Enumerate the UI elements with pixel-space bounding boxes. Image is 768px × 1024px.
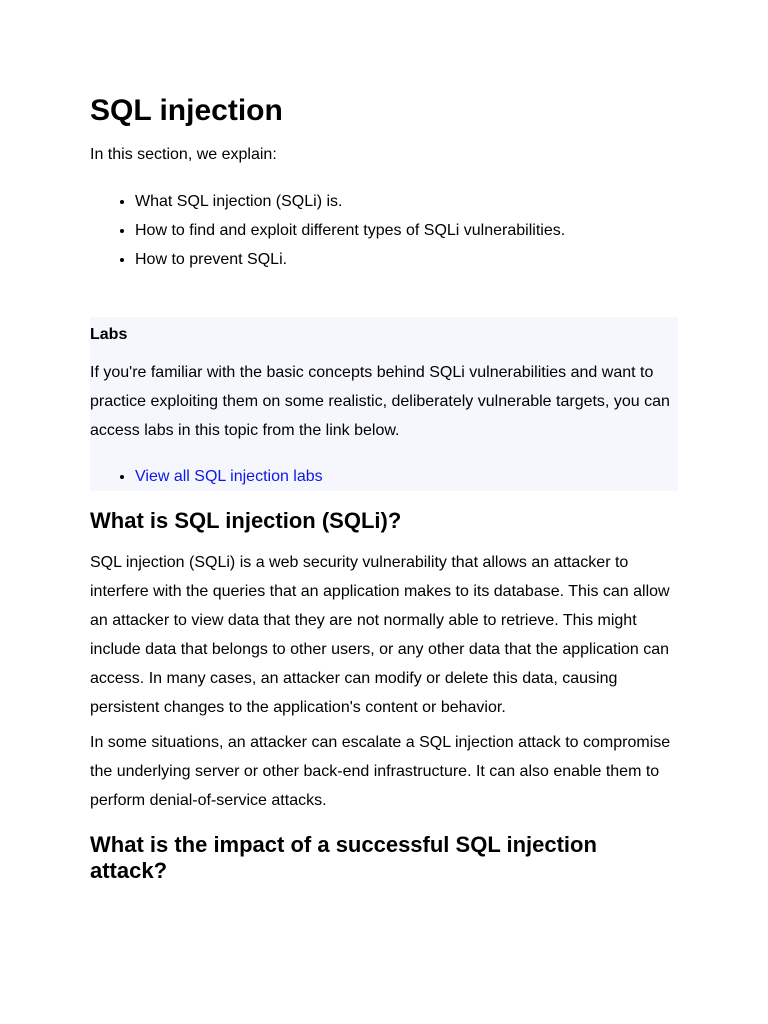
article-content: [90, 90, 678, 884]
labs-link-item: [135, 462, 678, 491]
what-is-sqli-paragraph-1: SQL injection (SQLi) is a web security vulnerability that allows an attacker to interfere with the queries that an application makes to its database. This can allow an attacker to view data that they are not normally able to retrieve. This might include data that belongs to other users, or any other data that the application can access. In many cases, an attacker can modify or delete this data, causing persistent changes to the application's content or behavior.: [90, 554, 670, 716]
what-is-sqli-paragraph-2: In some situations, an attacker can escalate a SQL injection attack to compromise the underlying server or other back-end infrastructure. It can also enable them to perform denial-of-service attacks.: [90, 734, 671, 809]
labs-link-list: [90, 462, 678, 491]
labs-description: If you're familiar with the basic concepts behind SQLi vulnerabilities and want to practice exploiting them on some realistic, deliberately vulnerable targets, you can access labs in this topic from the link below.: [90, 364, 670, 439]
impact-heading: What is the impact of a successful SQL injection attack?: [90, 832, 597, 883]
intro-list-item: • How to find and exploit different types of SQLi vulnerabilities.: [135, 216, 678, 245]
intro-list-item: • What SQL injection (SQLi) is.: [135, 187, 678, 216]
what-is-sqli-heading: What is SQL injection (SQLi)?: [90, 508, 402, 533]
labs-callout: [90, 317, 678, 491]
page-title: SQL injection: [90, 94, 283, 127]
labs-heading: Labs: [90, 326, 128, 343]
intro-list: [90, 187, 678, 274]
view-all-labs-link[interactable]: View all SQL injection labs: [135, 468, 323, 485]
intro-list-item: • How to prevent SQLi.: [135, 245, 678, 274]
intro-text: In this section, we explain:: [90, 146, 277, 163]
